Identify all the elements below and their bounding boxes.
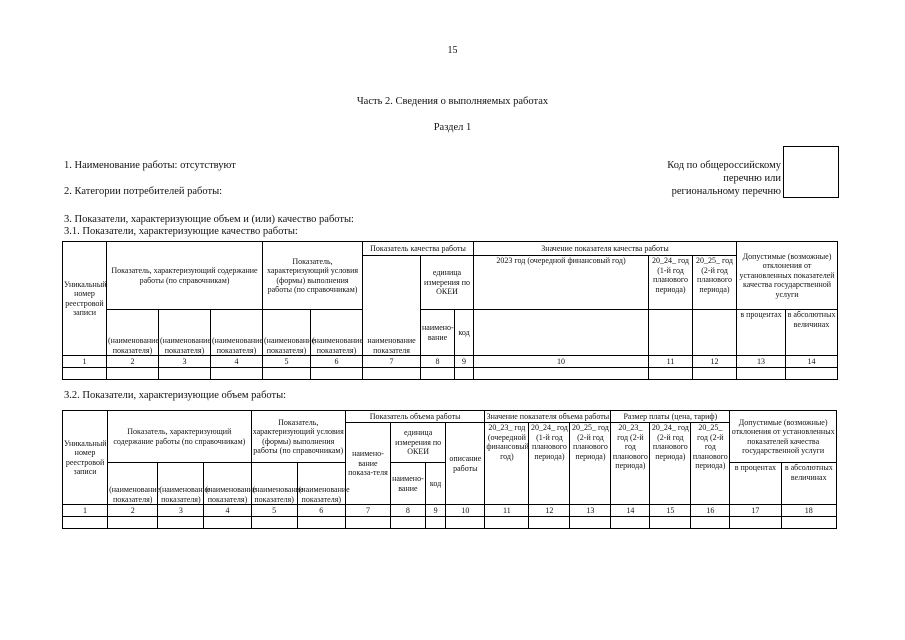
t2-column-number-5: 5 — [251, 505, 297, 517]
deviation-absolute-header: в абсолютных величинах — [786, 310, 838, 356]
unique-number-header: Уникальный номер реестровой записи — [63, 411, 108, 505]
consumer-category-line: 2. Категории потребителей работы: — [64, 186, 223, 197]
column-numbers-row — [63, 356, 838, 368]
t1-column-number-6: 6 — [311, 356, 363, 368]
t1-column-number-3: 3 — [159, 356, 211, 368]
t2-column-number-13: 13 — [570, 505, 611, 517]
t1-column-number-13: 13 — [737, 356, 786, 368]
unit-code-header: код — [425, 463, 446, 505]
code-label-line-1: Код по общероссийскому — [667, 160, 781, 171]
quality-value-header: Значение показателя качества работы — [474, 242, 737, 256]
volume-year-plan2-header: 20_25_ год (2-й год планового периода) — [570, 423, 611, 505]
t1-column-number-8: 8 — [421, 356, 455, 368]
year-current-header: 2023 год (очередной финансовый год) — [474, 256, 649, 310]
conditions-sub-2: (наименование показателя) — [311, 310, 363, 356]
conditions-indicator-header: Показатель, характеризующий условия (формы) выполнения работы (по справочникам) — [263, 242, 363, 310]
table-row — [63, 368, 838, 380]
t1-column-number-12: 12 — [693, 356, 737, 368]
conditions-sub-2: (наименование показателя) — [297, 463, 345, 505]
t2-column-number-15: 15 — [650, 505, 691, 517]
indicators-line: 3. Показатели, характеризующие объем и (или) качество работы: — [64, 214, 354, 225]
unit-name-header: наимено-вание — [390, 463, 425, 505]
fee-header: Размер платы (цена, тариф) — [611, 411, 730, 423]
fee-year-3-header: 20_25_ год (2-й год планового периода) — [691, 423, 730, 505]
year-plan1-header: 20_24_ год (1-й год планового периода) — [649, 256, 693, 310]
t1-column-number-5: 5 — [263, 356, 311, 368]
t1-column-number-7: 7 — [363, 356, 421, 368]
conditions-sub-1: (наименование показателя) — [251, 463, 297, 505]
t1-column-number-10: 10 — [474, 356, 649, 368]
t2-column-number-1: 1 — [63, 505, 108, 517]
indicator-name-header: наимено-вание показа-теля — [345, 423, 390, 505]
t2-column-number-18: 18 — [781, 505, 836, 517]
unit-code-header: код — [455, 310, 474, 356]
quality-indicator-header: Показатель качества работы — [363, 242, 474, 256]
unique-number-header: Уникальный номер реестровой записи — [63, 242, 107, 356]
volume-table — [62, 410, 837, 529]
t2-column-number-11: 11 — [485, 505, 529, 517]
t1-column-number-4: 4 — [211, 356, 263, 368]
code-label-line-2: перечню или — [723, 173, 781, 184]
t1-column-number-1: 1 — [63, 356, 107, 368]
content-indicator-header: Показатель, характеризующий содержание работы (по справочникам) — [107, 242, 263, 310]
t2-column-number-9: 9 — [425, 505, 446, 517]
volume-indicator-header: Показатель объема работы — [345, 411, 484, 423]
unit-name-header: наимено-вание — [421, 310, 455, 356]
deviation-absolute-header: в абсолютных величинах — [781, 463, 836, 505]
table-row — [63, 517, 837, 529]
year-plan2-header: 20_25_ год (2-й год планового периода) — [693, 256, 737, 310]
t2-column-number-14: 14 — [611, 505, 650, 517]
t2-column-number-6: 6 — [297, 505, 345, 517]
fee-year-2-header: 20_24_ год (2-й год планового периода) — [650, 423, 691, 505]
section-title: Раздел 1 — [433, 122, 472, 133]
t2-column-number-4: 4 — [204, 505, 251, 517]
work-description-header: описание работы — [446, 423, 485, 505]
t1-column-number-14: 14 — [786, 356, 838, 368]
t1-column-number-9: 9 — [455, 356, 474, 368]
deviation-header: Допустимые (возможные) отклонения от установленных показателей качества государственной услуги — [737, 242, 838, 310]
deviation-header: Допустимые (возможные) отклонения от установленных показателей качества государственной услуги — [730, 411, 837, 463]
content-indicator-header: Показатель, характеризующий содержание работы (по справочникам) — [108, 411, 251, 463]
volume-year-current-header: 20_23_ год (очередной финансовый год) — [485, 423, 529, 505]
quality-table — [62, 241, 838, 380]
unit-header: единица измерения по ОКЕИ — [390, 423, 445, 463]
t2-column-number-10: 10 — [446, 505, 485, 517]
code-box[interactable] — [783, 146, 839, 198]
volume-value-header: Значение показателя объема работы — [486, 411, 610, 421]
content-sub-1: (наименование показателя) — [107, 310, 159, 356]
deviation-percent-header: в процентах — [737, 310, 786, 356]
column-numbers-row — [63, 505, 837, 517]
t2-column-number-12: 12 — [529, 505, 570, 517]
quality-table-title: 3.1. Показатели, характеризующие качество работы: — [64, 226, 298, 237]
deviation-percent-header: в процентах — [730, 463, 781, 505]
content-sub-3: (наименование показателя) — [204, 463, 251, 505]
conditions-indicator-header: Показатель, характеризующий условия (формы) выполнения работы (по справочникам) — [251, 411, 345, 463]
t1-column-number-2: 2 — [107, 356, 159, 368]
part-title: Часть 2. Сведения о выполняемых работах — [356, 96, 549, 107]
content-sub-3: (наименование показателя) — [211, 310, 263, 356]
work-name-line: 1. Наименование работы: отсутствуют — [64, 160, 236, 171]
page-number: 15 — [447, 45, 458, 56]
volume-table-title: 3.2. Показатели, характеризующие объем работы: — [64, 390, 287, 401]
t2-column-number-16: 16 — [691, 505, 730, 517]
t2-column-number-7: 7 — [345, 505, 390, 517]
t1-column-number-11: 11 — [649, 356, 693, 368]
volume-year-plan1-header: 20_24_ год (1-й год планового периода) — [529, 423, 570, 505]
t2-column-number-17: 17 — [730, 505, 781, 517]
content-sub-1: (наименование показателя) — [108, 463, 158, 505]
conditions-sub-1: (наименование показателя) — [263, 310, 311, 356]
t2-column-number-3: 3 — [158, 505, 204, 517]
unit-header: единица измерения по ОКЕИ — [421, 256, 474, 310]
fee-year-1-header: 20_23_ год (2-й год планового периода) — [611, 423, 650, 505]
content-sub-2: (наименование показателя) — [159, 310, 211, 356]
content-sub-2: (наименование показателя) — [158, 463, 204, 505]
code-label-line-3: региональному перечню — [671, 186, 781, 197]
t2-column-number-8: 8 — [390, 505, 425, 517]
t2-column-number-2: 2 — [108, 505, 158, 517]
indicator-name-header: наименование показателя — [363, 256, 421, 356]
